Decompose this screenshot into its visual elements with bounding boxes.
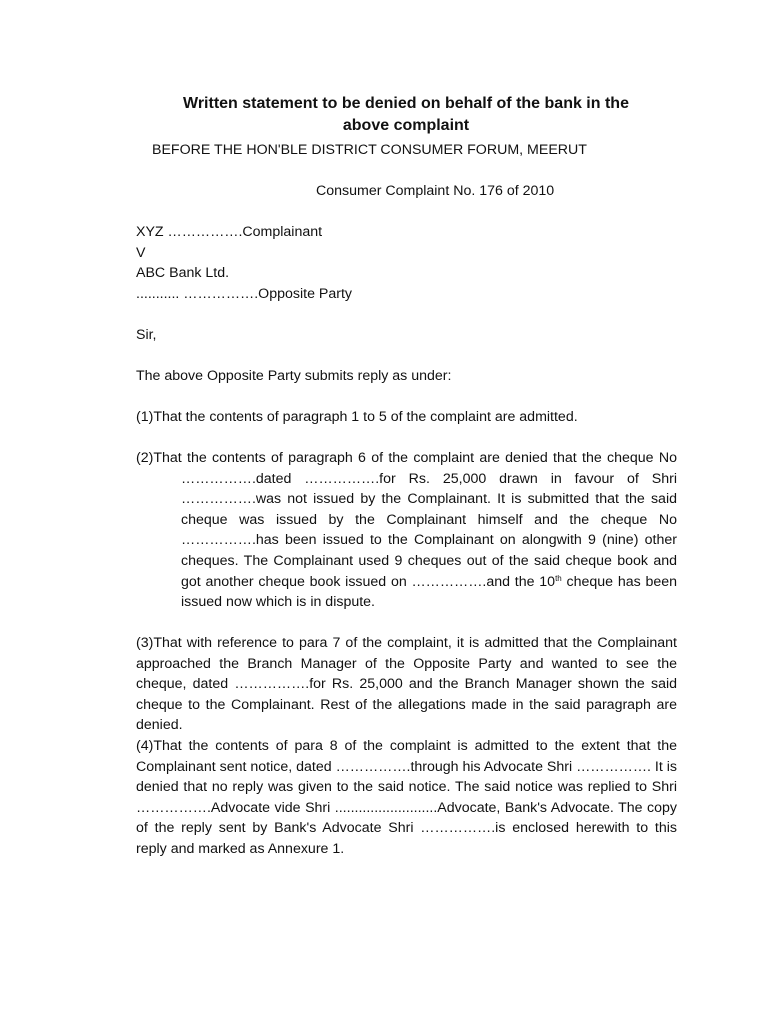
title-line-2: above complaint	[342, 117, 470, 134]
complainant-line: XYZ …………….Complainant	[136, 224, 323, 240]
parties-block	[136, 222, 352, 304]
paragraph-2-text: (2)That the contents of paragraph 6 of the complaint are denied that the cheque No …………….dated …………….for Rs. 25,000 drawn in favour of Shri …………….was not issued by the Complainant. It is submitted that the said cheque was issued by the Complainant himself and the cheque No …………….has been issued to the Complainant on alongwith 9 (nine) other cheques. The Complainant used 9 cheques out of the said cheque book and got another cheque book issued on …………….and the 10	[136, 450, 677, 590]
paragraph-2	[136, 448, 678, 613]
bank-line: ABC Bank Ltd.	[136, 265, 230, 281]
paragraph-3: (3)That with reference to para 7 of the complaint, it is admitted that the Complainant approached the Branch Manager of the Opposite Party and wanted to see the cheque, dated …………….for Rs. 25,000 and the Branch Manager shown the said cheque to the Complainant. Rest of the allegations made in the said paragraph are denied.	[136, 635, 677, 734]
opposite-party-line: ........... …………….Opposite Party	[136, 285, 353, 302]
complaint-number: Consumer Complaint No. 176 of 2010	[316, 183, 555, 199]
paragraph-2-tail: cheque has been issued now which is in dispute.	[181, 573, 678, 611]
salutation: Sir,	[136, 327, 157, 343]
title-line-1: Written statement to be denied on behalf of the bank in the	[183, 95, 629, 112]
ordinal-superscript: th	[555, 573, 562, 583]
document-title	[136, 93, 676, 137]
versus-line: V	[136, 244, 146, 261]
forum-heading: BEFORE THE HON'BLE DISTRICT CONSUMER FORUM, MEERUT	[152, 142, 587, 158]
paragraph-4: (4)That the contents of para 8 of the complaint is admitted to the extent that the Complainant sent notice, dated …………….through his Advocate Shri ……………. It is denied that no reply was given to the said notice. The said notice was replied to Shri …………….Advocate vide Shri ..........................Advocate, Bank's Advocate. The copy of the reply sent by Bank's Advocate Shri …………….is enclosed herewith to this reply and marked as Annexure 1.	[136, 738, 677, 857]
paragraph-1: (1)That the contents of paragraph 1 to 5 of the complaint are admitted.	[136, 409, 578, 425]
intro-text: The above Opposite Party submits reply as under:	[136, 368, 452, 384]
